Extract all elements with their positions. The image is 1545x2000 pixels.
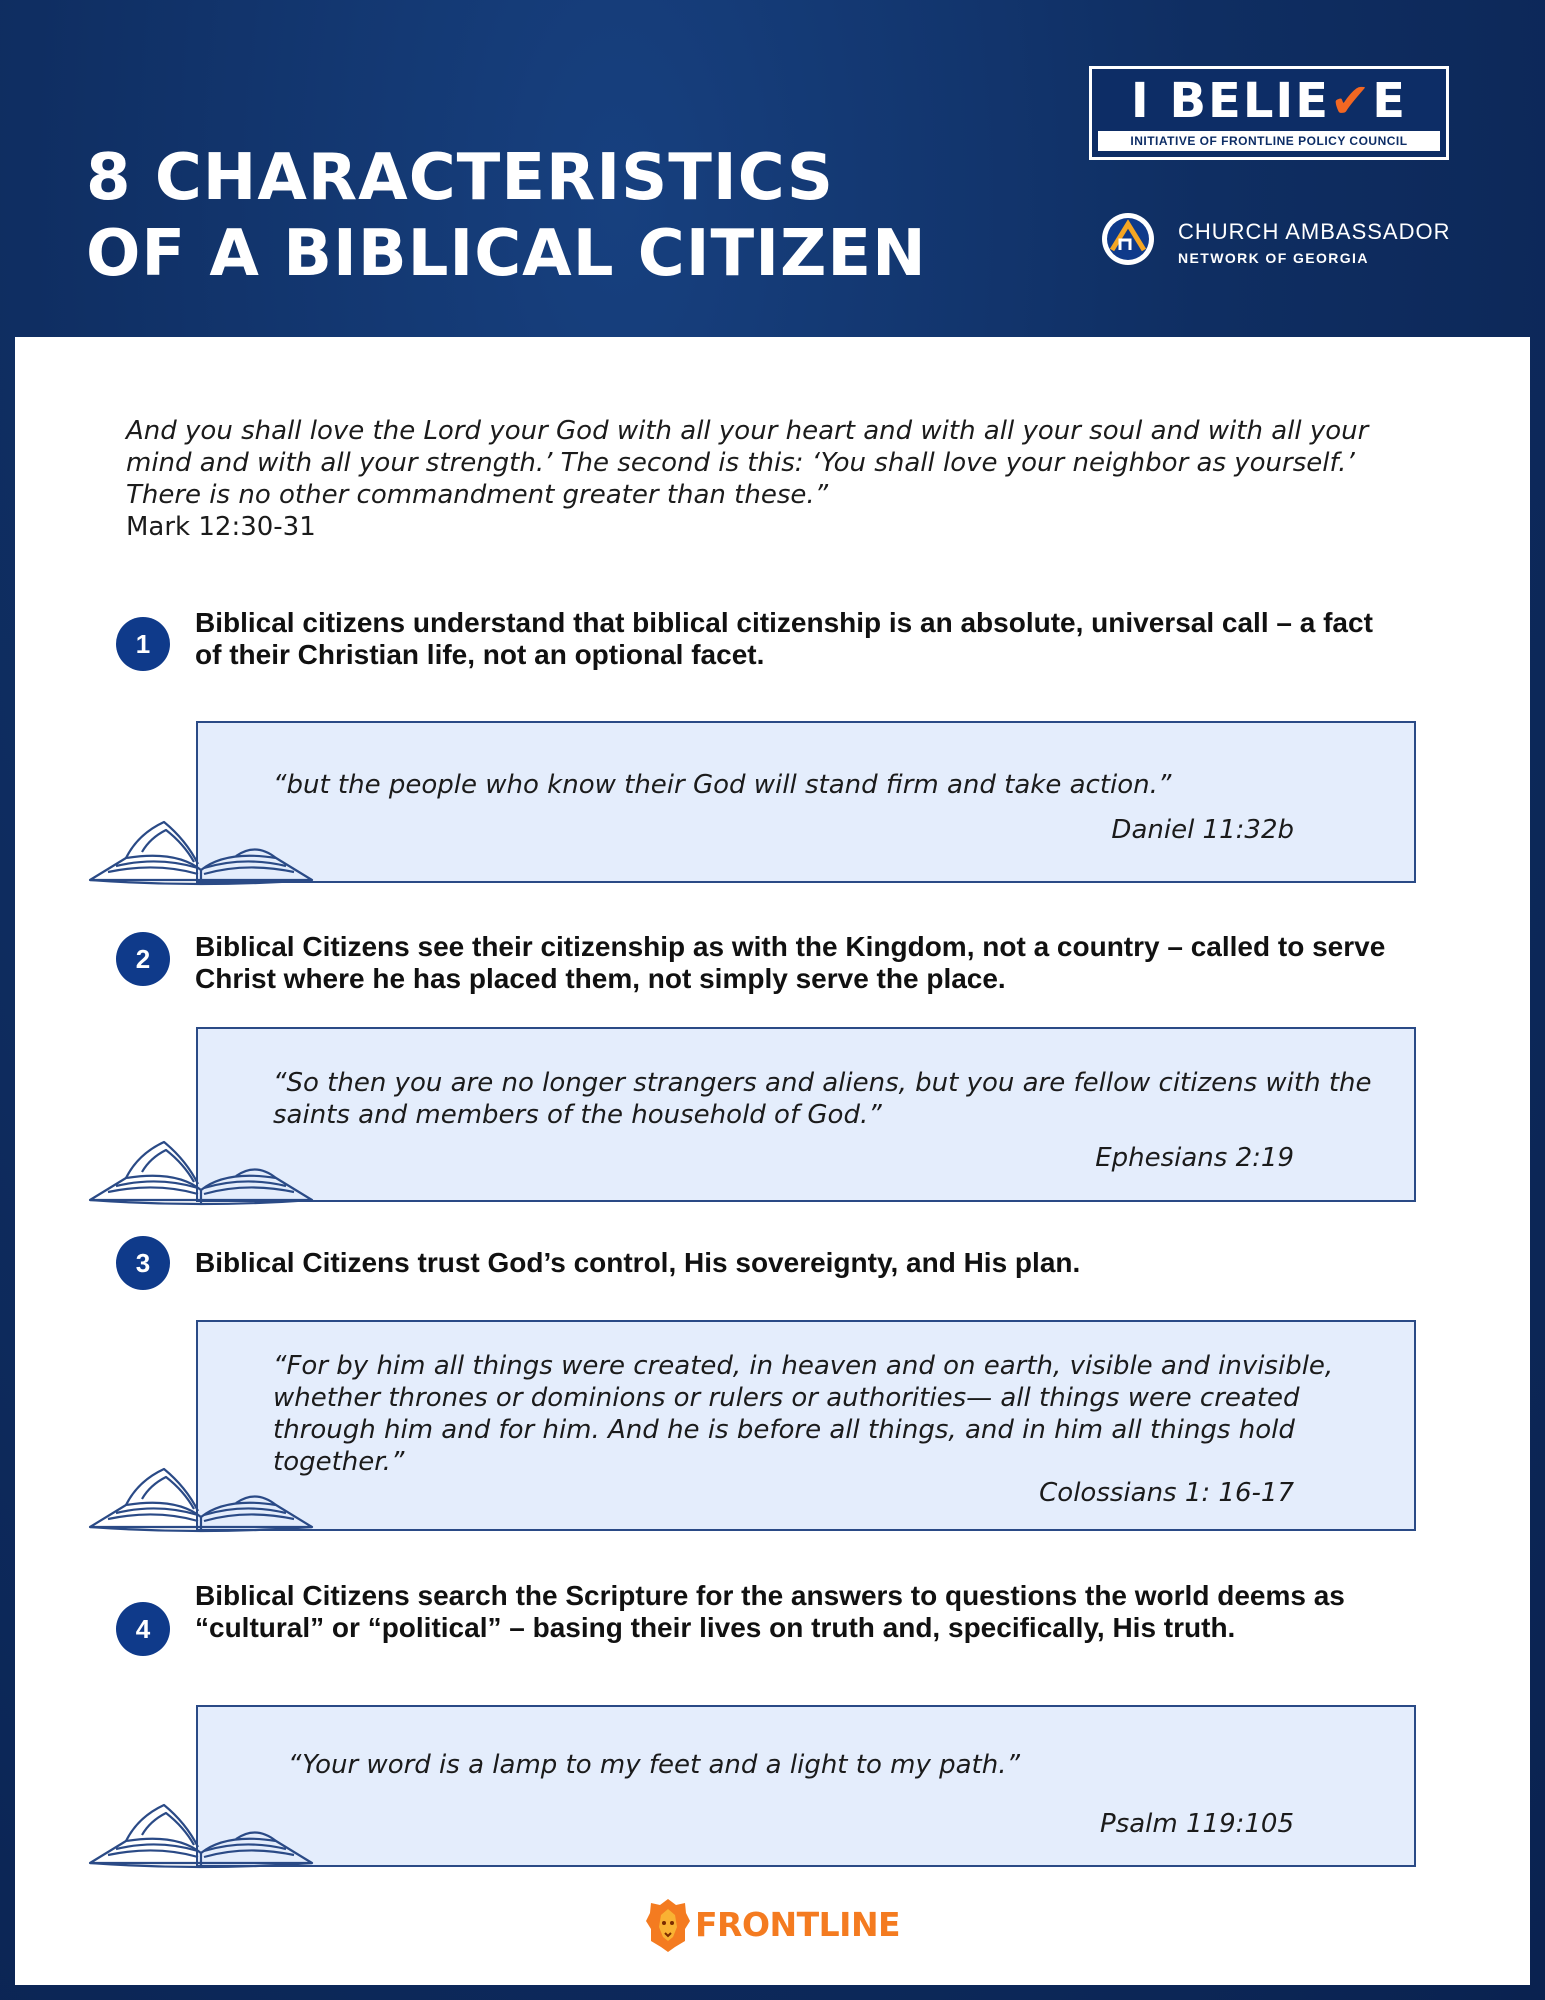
i-believe-logo <box>1089 66 1449 160</box>
partner-title: CHURCH AMBASSADOR <box>1178 219 1451 244</box>
scripture-quote-4: “Your word is a lamp to my feet and a light to my path.” <box>288 1750 1020 1780</box>
scripture-reference-3: Colossians 1: 16-17 <box>1039 1478 1294 1508</box>
scripture-reference-1: Daniel 11:32b <box>1111 815 1294 845</box>
church-ambassador-icon <box>1100 210 1156 268</box>
intro-reference: Mark 12:30-31 <box>126 512 316 542</box>
open-book-icon <box>86 1795 316 1869</box>
title-line-1: 8 CHARACTERISTICS <box>86 141 834 215</box>
intro-quote: And you shall love the Lord your God with all your heart and with all your soul and with all your mind and with all your strength.’ The second is this: ‘You shall love your neighbor as yourself.’ There is no other commandment greater than these.” <box>126 416 1369 510</box>
open-book-icon <box>86 812 316 886</box>
title-line-2: OF A BIBLICAL CITIZEN <box>86 217 927 291</box>
open-book-icon <box>86 1132 316 1206</box>
number-badge-4: 4 <box>116 1602 170 1656</box>
characteristic-statement-3: Biblical Citizens trust God’s control, His sovereignty, and His plan. <box>195 1247 1081 1278</box>
logo-word-end: E <box>1372 73 1408 129</box>
scripture-reference-2: Ephesians 2:19 <box>1095 1143 1294 1173</box>
characteristic-statement-4: Biblical Citizens search the Scripture for the answers to questions the world deems as “cultural” or “political” – basing their lives on truth and, specifically, His truth. <box>195 1580 1345 1643</box>
scripture-reference-4: Psalm 119:105 <box>1100 1809 1294 1839</box>
logo-tagline: INITIATIVE OF FRONTLINE POLICY COUNCIL <box>1098 131 1440 151</box>
characteristic-statement-2: Biblical Citizens see their citizenship as with the Kingdom, not a country – called to serve Christ where he has placed them, not simply serve the place. <box>195 931 1386 994</box>
number-badge-1: 1 <box>116 617 170 671</box>
scripture-box-3 <box>196 1320 1416 1531</box>
characteristic-statement-1: Biblical citizens understand that biblical citizenship is an absolute, universal call – a fact of their Christian life, not an optional facet. <box>195 607 1373 670</box>
lion-icon <box>645 1897 691 1953</box>
scripture-box-2 <box>196 1027 1416 1202</box>
scripture-box-1 <box>196 721 1416 883</box>
logo-wordmark <box>1092 73 1446 129</box>
frontline-logo <box>645 1897 945 1957</box>
number-badge-3: 3 <box>116 1236 170 1290</box>
scripture-quote-3: “For by him all things were created, in heaven and on earth, visible and invisible, whether thrones or dominions or rulers or authorities— all things were created through him and for him. And he is before all things, and in him all things hold together.” <box>273 1351 1334 1477</box>
check-icon: ✔ <box>1330 73 1373 129</box>
frontline-wordmark: FRONTLINE <box>695 1905 901 1944</box>
scripture-quote-1: “but the people who know their God will stand firm and take action.” <box>273 770 1172 800</box>
scripture-box-4 <box>196 1705 1416 1867</box>
page-header <box>0 0 1545 335</box>
church-ambassador-logo <box>1100 210 1500 270</box>
scripture-quote-2: “So then you are no longer strangers and aliens, but you are fellow citizens with the saints and members of the household of God.” <box>273 1068 1372 1130</box>
content-card <box>15 337 1530 1985</box>
logo-word-start: I BELIE <box>1130 73 1331 129</box>
number-badge-2: 2 <box>116 932 170 986</box>
open-book-icon <box>86 1459 316 1533</box>
partner-subtitle: NETWORK OF GEORGIA <box>1178 250 1369 266</box>
page-title <box>86 140 927 292</box>
